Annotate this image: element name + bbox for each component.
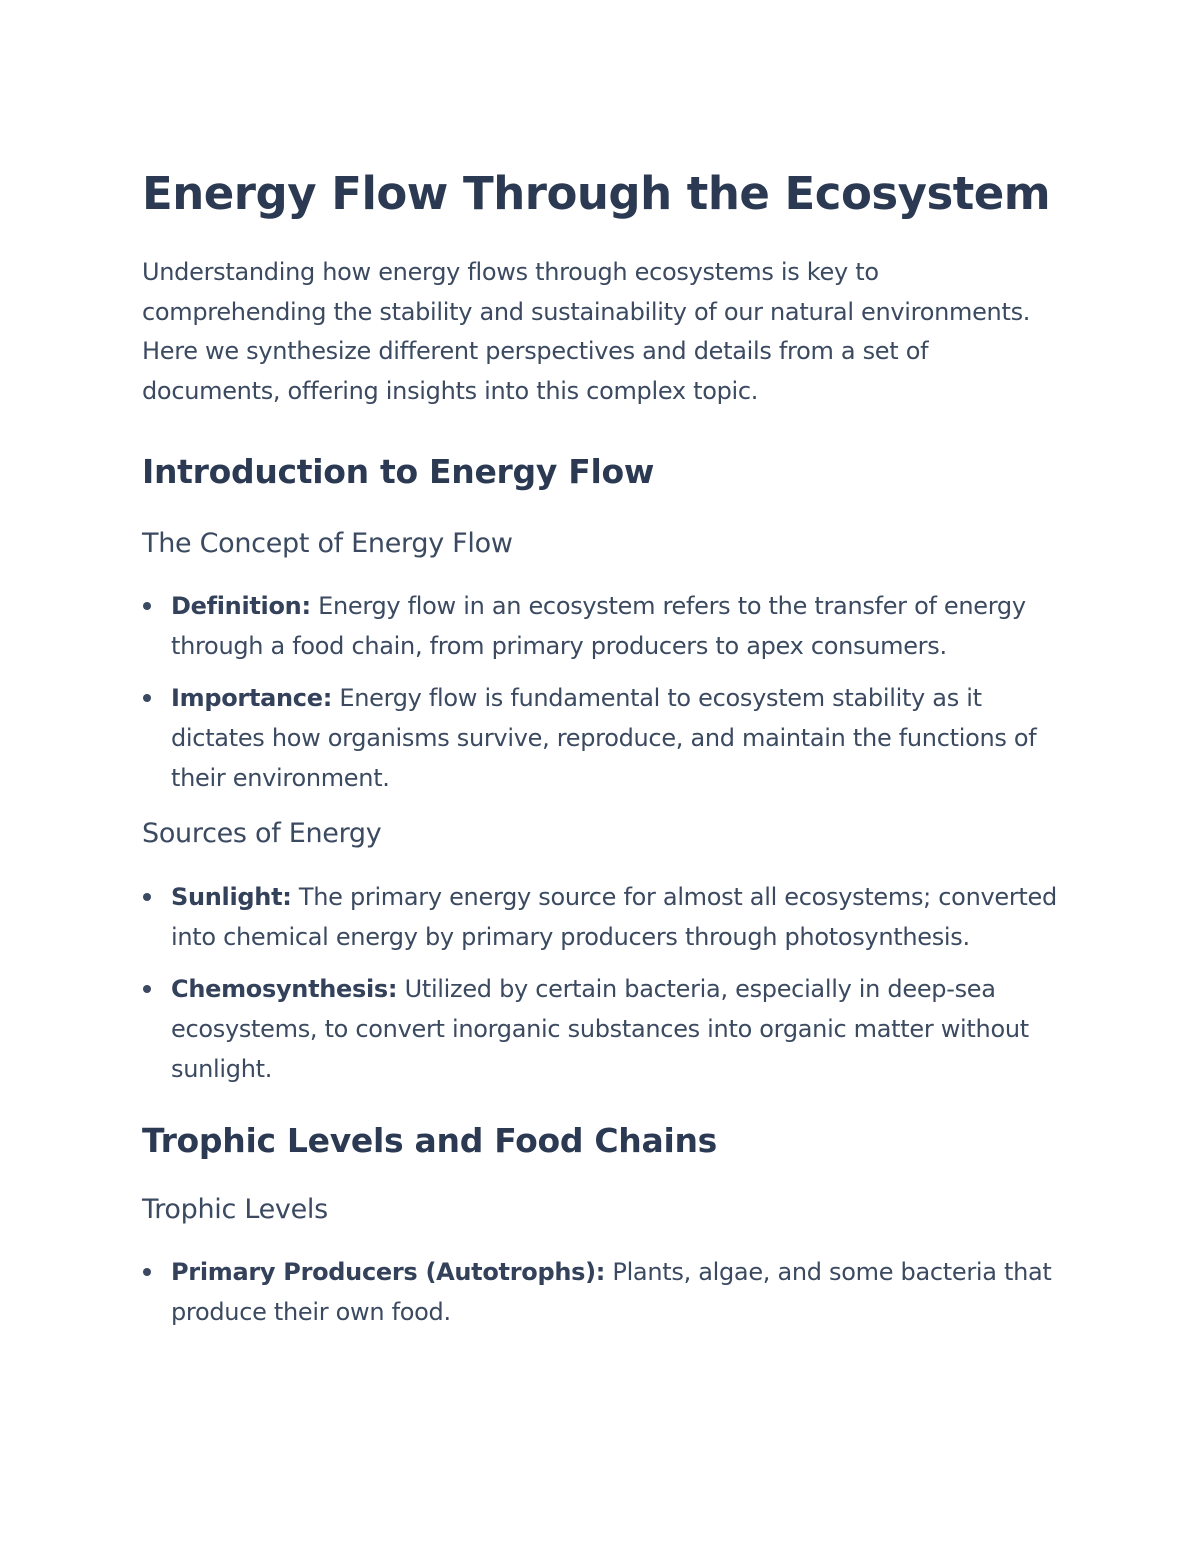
list-item [142,877,1062,957]
section-heading-introduction: Introduction to Energy Flow [142,452,655,491]
bullet-icon [143,694,151,702]
subsection-heading-trophic-levels: Trophic Levels [142,1194,328,1225]
list-item-text: Plants, algae, and some bacteria that produce their own food. [171,1258,1052,1326]
list-item-term: Chemosynthesis: [171,975,398,1003]
concept-list [142,586,1062,798]
list-item-text: Energy flow in an ecosystem refers to the transfer of energy through a food chain, from primary producers to apex consumers. [171,592,1026,660]
list-item-term: Importance: [171,684,332,712]
list-item [142,1252,1062,1332]
list-item-term: Primary Producers (Autotrophs): [171,1258,606,1286]
list-item-text: Utilized by certain bacteria, especially in deep-sea ecosystems, to convert inorganic substances into organic matter without sunlight. [171,975,1029,1083]
bullet-icon [143,1268,151,1276]
subsection-heading-concept: The Concept of Energy Flow [142,528,513,559]
bullet-icon [143,985,151,993]
bullet-icon [143,602,151,610]
list-item [142,678,1062,798]
sources-list [142,877,1062,1089]
section-heading-trophic: Trophic Levels and Food Chains [142,1121,718,1160]
list-item-text: The primary energy source for almost all ecosystems; converted into chemical energy by primary producers through photosynthesis. [171,883,1057,951]
list-item [142,586,1062,666]
page-title: Energy Flow Through the Ecosystem [142,167,1051,220]
list-item-text: Energy flow is fundamental to ecosystem stability as it dictates how organisms survive, reproduce, and maintain the functions of their environment. [171,684,1037,792]
list-item [142,969,1062,1089]
trophic-levels-list [142,1252,1062,1332]
intro-paragraph: Understanding how energy flows through ecosystems is key to comprehending the stability and sustainability of our natural environments. Here we synthesize different perspectives and details from a set of documents, offering insights into this complex topic. [142,258,1031,405]
list-item-term: Sunlight: [171,883,292,911]
subsection-heading-sources: Sources of Energy [142,818,382,849]
list-item-term: Definition: [171,592,311,620]
bullet-icon [143,893,151,901]
document-page [142,165,1062,1332]
